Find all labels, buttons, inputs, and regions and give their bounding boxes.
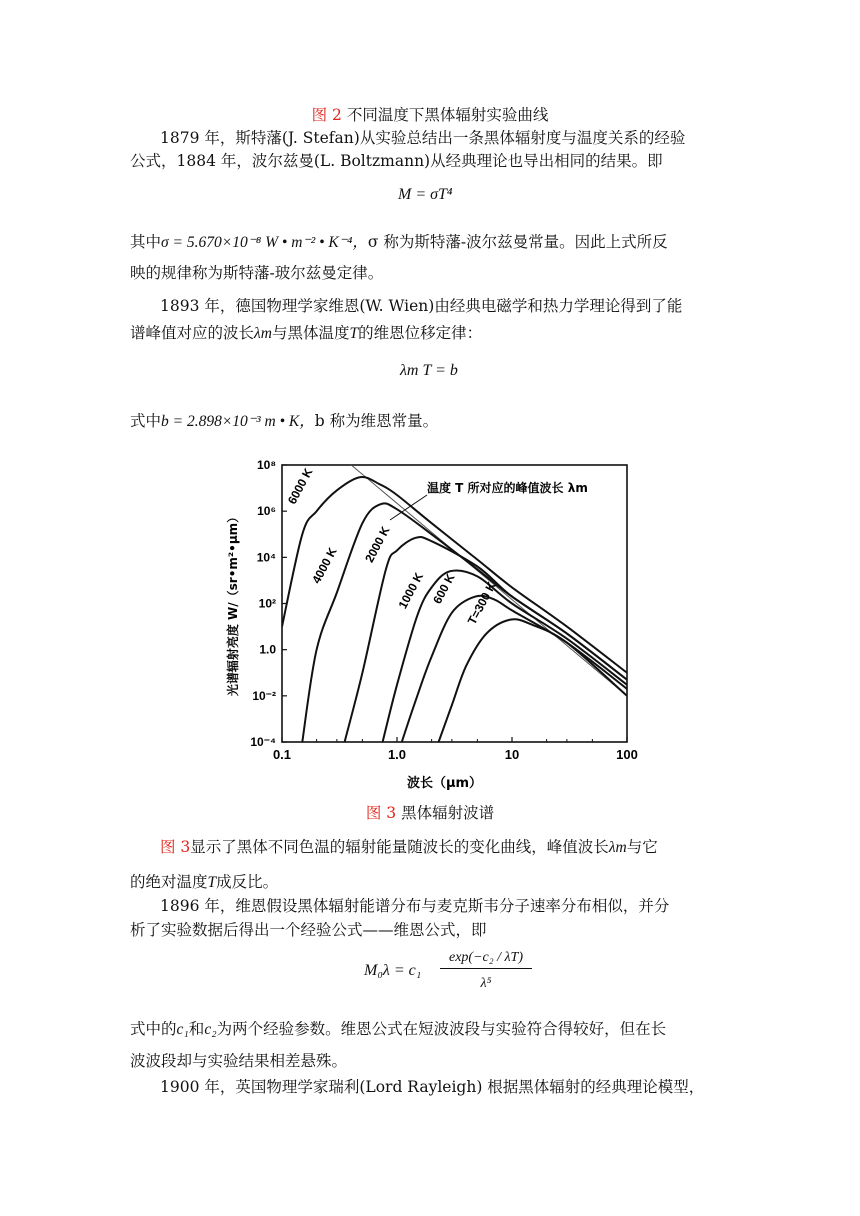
y-tick-label: 10⁶ xyxy=(257,504,276,519)
paragraph-3-text-b: 与黑体温度 xyxy=(271,324,350,342)
paragraph-8-line-1: 1900 年，英国物理学家瑞利(Lord Rayleigh) 根据黑体辐射的经典理论模型， xyxy=(160,1078,705,1096)
series-label: 6000 K xyxy=(284,465,316,507)
paragraph-5-text-b: 显示了黑体不同色温的辐射能量随波长的变化曲线，峰值波长 xyxy=(190,838,609,856)
series-curve xyxy=(302,503,627,742)
paragraph-1-line-2: 公式，1884 年，波尔兹曼(L. Boltzmann)从经典理论也导出相同的结果。即 xyxy=(130,152,663,170)
paragraph-6-line-1: 1896 年，维恩假设黑体辐射能谱分布与麦克斯韦分子速率分布相似，并分 xyxy=(160,897,670,915)
series-label: 1000 K xyxy=(395,570,427,611)
peak-wavelength-line xyxy=(351,465,627,696)
paragraph-6-line-2: 析了实验数据后得出一个经验公式——维恩公式，即 xyxy=(130,921,487,939)
blackbody-spectrum-chart xyxy=(215,455,645,795)
x-tick-label: 0.1 xyxy=(272,747,292,762)
figure-3-label: 图 3 xyxy=(365,804,397,822)
figure-2-caption xyxy=(0,104,860,126)
y-tick-label: 10⁴ xyxy=(256,550,276,565)
x-axis-label: 波长（μm） xyxy=(406,776,483,791)
paragraph-5-line-1 xyxy=(160,836,760,859)
paragraph-3-line-1: 1893 年，德国物理学家维恩(W. Wien)由经典电磁学和热力学理论得到了能 xyxy=(160,297,683,315)
y-tick-label: 10² xyxy=(258,596,276,611)
sigma-value: σ = 5.670×10⁻⁸ W • m⁻² • K⁻⁴， xyxy=(161,234,368,251)
paragraph-7-line-2: 波波段却与实验结果相差悬殊。 xyxy=(130,1052,348,1070)
paragraph-3-text-a: 谱峰值对应的波长 xyxy=(130,324,255,342)
c2-symbol: c₂ xyxy=(204,1021,217,1038)
paragraph-5-line-2 xyxy=(130,871,730,894)
temperature-symbol: T xyxy=(349,325,359,342)
y-tick-label: 10⁻² xyxy=(252,688,276,703)
wien-constant-value: b = 2.898×10⁻³ m • K， xyxy=(161,413,315,430)
stefan-boltzmann-equation: M = σT⁴ xyxy=(398,186,453,203)
series-label: 2000 K xyxy=(362,524,393,565)
paragraph-5-text-c: 与它 xyxy=(626,838,658,856)
paragraph-7-text-a: 式中的 xyxy=(130,1020,177,1038)
y-tick-label: 1.0 xyxy=(259,642,276,657)
figure-3-caption xyxy=(0,802,860,824)
figure-3-title: 黑体辐射波谱 xyxy=(401,804,495,822)
wien-formula-numerator: exp(−c₂ / λT) xyxy=(440,950,532,969)
lambda-m-symbol-2: λm xyxy=(608,839,627,856)
lambda-m-symbol: λm xyxy=(254,325,272,342)
series-label: 4000 K xyxy=(309,545,340,586)
x-tick-label: 100 xyxy=(616,747,638,762)
paragraph-4-suffix: b 称为维恩常量。 xyxy=(314,412,439,430)
series-curve xyxy=(282,477,627,673)
series-curve xyxy=(402,596,627,742)
series-label: T=300 K xyxy=(464,579,499,627)
figure-2-label: 图 2 xyxy=(311,106,342,124)
series-curve xyxy=(383,570,627,742)
paragraph-5-text-d: 的绝对温度 xyxy=(130,873,208,891)
y-tick-label: 10⁸ xyxy=(256,458,276,472)
y-axis-label: 光谱辐射亮度 W/（sr•m²•μm） xyxy=(226,510,240,697)
x-tick-label: 1.0 xyxy=(387,747,407,762)
paragraph-7-text-c: 为两个经验参数。维恩公式在短波波段与实验符合得较好，但在长 xyxy=(216,1020,667,1038)
figure-3-reference: 图 3 xyxy=(160,838,191,856)
x-tick-label: 10 xyxy=(504,747,520,762)
series-curve xyxy=(439,619,627,742)
figure-2-title: 不同温度下黑体辐射实验曲线 xyxy=(346,106,549,124)
c1-symbol: c₁ xyxy=(176,1021,189,1038)
paragraph-3-line-2 xyxy=(130,322,730,345)
paragraph-4 xyxy=(130,410,730,433)
peak-annotation: 温度 T 所对应的峰值波长 λm xyxy=(427,481,588,495)
paragraph-7-text-b: 和 xyxy=(188,1020,205,1038)
paragraph-3-text-c: 的维恩位移定律： xyxy=(358,324,483,342)
paragraph-2-prefix: 其中 xyxy=(130,233,162,251)
temperature-symbol-2: T xyxy=(207,874,217,891)
paragraph-2-line-2: 映的规律称为斯特藩-玻尔兹曼定律。 xyxy=(130,264,384,282)
paragraph-2-suffix: σ 称为斯特藩-波尔兹曼常量。因此上式所反 xyxy=(367,233,668,251)
paragraph-7-line-1 xyxy=(130,1018,730,1041)
paragraph-2-line-1 xyxy=(130,231,730,254)
paragraph-5-text-e: 成反比。 xyxy=(216,873,279,891)
y-tick-label: 10⁻⁴ xyxy=(250,735,276,749)
series-label: 600 K xyxy=(430,571,458,607)
wien-formula-denominator: λ⁵ xyxy=(480,976,492,991)
wien-formula-lhs: M₀λ = c₁ xyxy=(364,962,422,979)
paragraph-4-prefix: 式中 xyxy=(130,412,162,430)
wien-displacement-equation: λm T = b xyxy=(400,362,458,379)
paragraph-1-line-1: 1879 年，斯特藩(J. Stefan)从实验总结出一条黑体辐射度与温度关系的经验 xyxy=(160,129,686,147)
